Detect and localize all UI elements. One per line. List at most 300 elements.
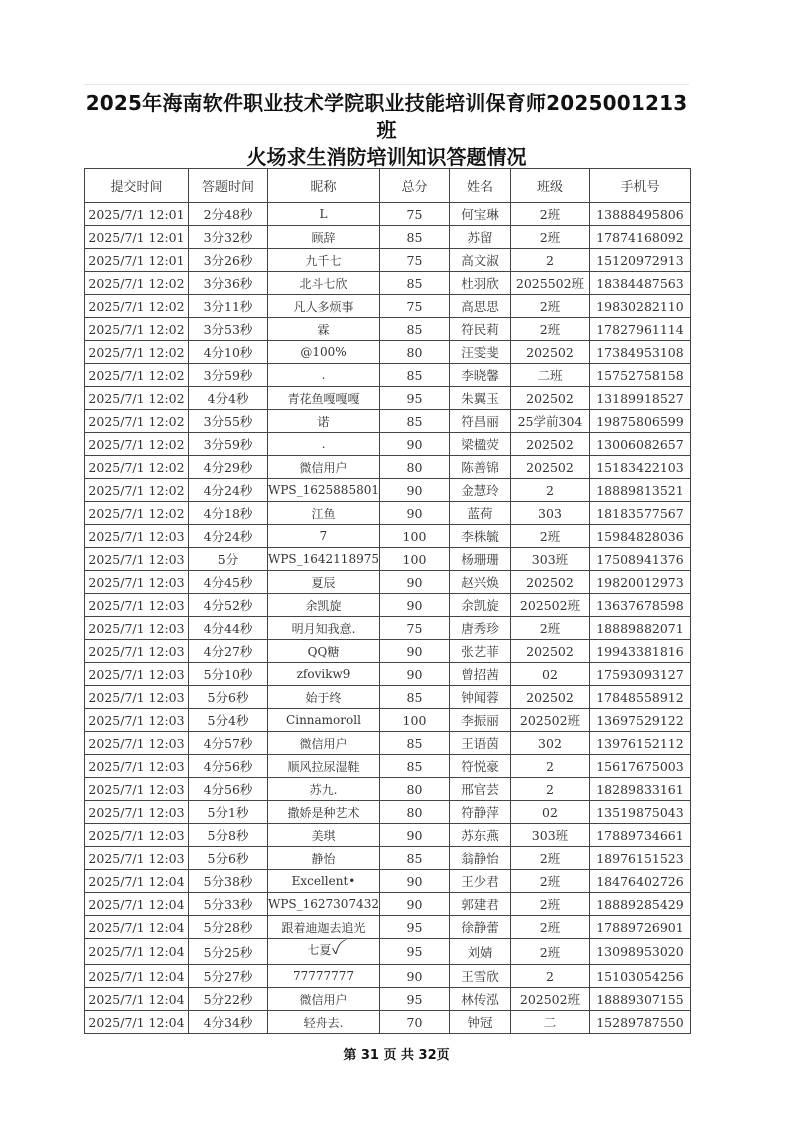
cell-class: 2班 [510, 617, 589, 640]
cell-name: 王少君 [449, 870, 510, 893]
cell-nickname: 77777777 [268, 965, 380, 988]
cell-submit-time: 2025/7/1 12:03 [85, 617, 189, 640]
cell-answer-duration: 4分44秒 [189, 617, 268, 640]
cell-phone: 18889813521 [589, 479, 690, 502]
cell-answer-duration: 4分57秒 [189, 732, 268, 755]
cell-class: 303班 [510, 824, 589, 847]
cell-phone: 18976151523 [589, 847, 690, 870]
cell-total-score: 85 [379, 364, 449, 387]
cell-total-score: 100 [379, 548, 449, 571]
cell-answer-duration: 3分59秒 [189, 433, 268, 456]
table-row [85, 916, 691, 939]
cell-submit-time: 2025/7/1 12:03 [85, 847, 189, 870]
cell-total-score: 75 [379, 617, 449, 640]
cell-answer-duration: 5分33秒 [189, 893, 268, 916]
cell-answer-duration: 5分10秒 [189, 663, 268, 686]
cell-name: 曾招茜 [449, 663, 510, 686]
cell-nickname: 美琪 [268, 824, 380, 847]
cell-name: 徐静蕾 [449, 916, 510, 939]
cell-answer-duration: 5分8秒 [189, 824, 268, 847]
cell-answer-duration: 5分22秒 [189, 988, 268, 1011]
cell-answer-duration: 5分1秒 [189, 801, 268, 824]
cell-phone: 17874168092 [589, 226, 690, 249]
cell-class: 2 [510, 755, 589, 778]
table-row [85, 778, 691, 801]
cell-phone: 15183422103 [589, 456, 690, 479]
table-row [85, 295, 691, 318]
cell-answer-duration: 5分 [189, 548, 268, 571]
cell-total-score: 75 [379, 249, 449, 272]
cell-phone: 15752758158 [589, 364, 690, 387]
cell-name: 苏留 [449, 226, 510, 249]
cell-answer-duration: 4分29秒 [189, 456, 268, 479]
table-row [85, 686, 691, 709]
quiz-results-table [84, 168, 691, 1034]
cell-name: 李振丽 [449, 709, 510, 732]
table-row [85, 479, 691, 502]
cell-answer-duration: 4分34秒 [189, 1011, 268, 1034]
cell-name: 高文淑 [449, 249, 510, 272]
cell-class: 2 [510, 479, 589, 502]
cell-submit-time: 2025/7/1 12:04 [85, 1011, 189, 1034]
cell-submit-time: 2025/7/1 12:03 [85, 594, 189, 617]
cell-nickname: . [268, 364, 380, 387]
table-row [85, 893, 691, 916]
cell-phone: 19943381816 [589, 640, 690, 663]
column-header-nickname: 昵称 [268, 169, 380, 203]
table-row [85, 318, 691, 341]
cell-submit-time: 2025/7/1 12:02 [85, 387, 189, 410]
cell-name: 蓝荷 [449, 502, 510, 525]
cell-name: 金慧玲 [449, 479, 510, 502]
cell-answer-duration: 3分55秒 [189, 410, 268, 433]
cell-submit-time: 2025/7/1 12:04 [85, 893, 189, 916]
cell-class: 202502 [510, 456, 589, 479]
cell-phone: 17384953108 [589, 341, 690, 364]
cell-submit-time: 2025/7/1 12:03 [85, 824, 189, 847]
cell-nickname: 跟着迪迦去追光 [268, 916, 380, 939]
cell-nickname: 7 [268, 525, 380, 548]
cell-nickname: 北斗七欣 [268, 272, 380, 295]
cell-phone: 13976152112 [589, 732, 690, 755]
cell-name: 刘婧 [449, 939, 510, 965]
cell-name: 郭建君 [449, 893, 510, 916]
cell-answer-duration: 5分6秒 [189, 686, 268, 709]
cell-nickname: @100% [268, 341, 380, 364]
cell-total-score: 95 [379, 387, 449, 410]
cell-submit-time: 2025/7/1 12:03 [85, 571, 189, 594]
cell-nickname: 轻舟去. [268, 1011, 380, 1034]
table-header-row [85, 169, 691, 203]
cell-answer-duration: 3分53秒 [189, 318, 268, 341]
cell-total-score: 90 [379, 479, 449, 502]
cell-name: 翁静怡 [449, 847, 510, 870]
cell-answer-duration: 4分10秒 [189, 341, 268, 364]
cell-nickname: . [268, 433, 380, 456]
table-row [85, 364, 691, 387]
cell-phone: 13519875043 [589, 801, 690, 824]
cell-phone: 18384487563 [589, 272, 690, 295]
cell-submit-time: 2025/7/1 12:01 [85, 226, 189, 249]
cell-nickname: 江鱼 [268, 502, 380, 525]
cell-submit-time: 2025/7/1 12:03 [85, 778, 189, 801]
cell-total-score: 70 [379, 1011, 449, 1034]
cell-nickname: 微信用户 [268, 988, 380, 1011]
table-row [85, 433, 691, 456]
cell-phone: 15289787550 [589, 1011, 690, 1034]
table-row [85, 824, 691, 847]
table-row [85, 801, 691, 824]
cell-submit-time: 2025/7/1 12:02 [85, 272, 189, 295]
cell-class: 202502 [510, 387, 589, 410]
cell-phone: 17508941376 [589, 548, 690, 571]
cell-phone: 15103054256 [589, 965, 690, 988]
cell-phone: 19820012973 [589, 571, 690, 594]
cell-class: 2班 [510, 893, 589, 916]
cell-submit-time: 2025/7/1 12:02 [85, 318, 189, 341]
title-line-2: 班 [376, 118, 397, 142]
cell-submit-time: 2025/7/1 12:03 [85, 525, 189, 548]
cell-total-score: 80 [379, 801, 449, 824]
table-row [85, 571, 691, 594]
table-row [85, 387, 691, 410]
cell-total-score: 90 [379, 965, 449, 988]
cell-name: 林传泓 [449, 988, 510, 1011]
table-row [85, 617, 691, 640]
cell-total-score: 90 [379, 870, 449, 893]
cell-phone: 13888495806 [589, 203, 690, 226]
cell-name: 符静萍 [449, 801, 510, 824]
cell-class: 202502 [510, 571, 589, 594]
cell-submit-time: 2025/7/1 12:03 [85, 755, 189, 778]
cell-phone: 15617675003 [589, 755, 690, 778]
table-row [85, 410, 691, 433]
cell-submit-time: 2025/7/1 12:04 [85, 870, 189, 893]
table-row [85, 939, 691, 965]
cell-class: 2班 [510, 870, 589, 893]
cell-total-score: 75 [379, 203, 449, 226]
cell-class: 2班 [510, 916, 589, 939]
title-line-3: 火场求生消防培训知识答题情况 [246, 145, 527, 169]
table-body [85, 203, 691, 1034]
cell-nickname: L [268, 203, 380, 226]
cell-nickname: 顺风拉尿湿鞋 [268, 755, 380, 778]
cell-class: 202502班 [510, 709, 589, 732]
cell-submit-time: 2025/7/1 12:02 [85, 410, 189, 433]
cell-nickname: 余凯旋 [268, 594, 380, 617]
cell-name: 赵兴焕 [449, 571, 510, 594]
cell-submit-time: 2025/7/1 12:02 [85, 341, 189, 364]
cell-name: 符昌丽 [449, 410, 510, 433]
cell-total-score: 95 [379, 939, 449, 965]
cell-total-score: 90 [379, 594, 449, 617]
cell-phone: 13189918527 [589, 387, 690, 410]
cell-name: 何宝琳 [449, 203, 510, 226]
cell-name: 李株毓 [449, 525, 510, 548]
cell-phone: 18476402726 [589, 870, 690, 893]
cell-submit-time: 2025/7/1 12:03 [85, 640, 189, 663]
cell-submit-time: 2025/7/1 12:04 [85, 939, 189, 965]
cell-answer-duration: 4分24秒 [189, 525, 268, 548]
cell-answer-duration: 4分18秒 [189, 502, 268, 525]
cell-class: 2班 [510, 226, 589, 249]
cell-class: 2班 [510, 318, 589, 341]
cell-total-score: 100 [379, 709, 449, 732]
cell-class: 303 [510, 502, 589, 525]
cell-class: 02 [510, 801, 589, 824]
cell-submit-time: 2025/7/1 12:03 [85, 709, 189, 732]
cell-nickname: WPS_1642118975 [268, 548, 380, 571]
cell-total-score: 85 [379, 847, 449, 870]
cell-phone: 15120972913 [589, 249, 690, 272]
cell-nickname: 诺 [268, 410, 380, 433]
cell-submit-time: 2025/7/1 12:01 [85, 249, 189, 272]
cell-phone: 18889285429 [589, 893, 690, 916]
cell-class: 202502 [510, 640, 589, 663]
cell-class: 202502 [510, 686, 589, 709]
cell-answer-duration: 5分25秒 [189, 939, 268, 965]
cell-name: 汪雯斐 [449, 341, 510, 364]
cell-phone: 15984828036 [589, 525, 690, 548]
cell-nickname: 撒娇是种艺术 [268, 801, 380, 824]
cell-answer-duration: 4分45秒 [189, 571, 268, 594]
cell-nickname: 七夏ꪜ [268, 939, 380, 965]
cell-answer-duration: 5分6秒 [189, 847, 268, 870]
cell-class: 2 [510, 778, 589, 801]
cell-name: 李晓馨 [449, 364, 510, 387]
cell-nickname: 微信用户 [268, 732, 380, 755]
cell-name: 邢官芸 [449, 778, 510, 801]
cell-nickname: 夏辰 [268, 571, 380, 594]
cell-phone: 17889734661 [589, 824, 690, 847]
cell-answer-duration: 4分27秒 [189, 640, 268, 663]
cell-total-score: 80 [379, 456, 449, 479]
cell-name: 张艺菲 [449, 640, 510, 663]
column-header-total-score: 总分 [379, 169, 449, 203]
cell-submit-time: 2025/7/1 12:02 [85, 295, 189, 318]
cell-nickname: 凡人多烦事 [268, 295, 380, 318]
table-row [85, 272, 691, 295]
cell-nickname: 静怡 [268, 847, 380, 870]
cell-total-score: 90 [379, 640, 449, 663]
cell-submit-time: 2025/7/1 12:02 [85, 433, 189, 456]
title-line-1: 2025年海南软件职业技术学院职业技能培训保育师2025001213 [85, 91, 688, 115]
cell-nickname: 霖 [268, 318, 380, 341]
cell-nickname: 顾辞 [268, 226, 380, 249]
table-row [85, 249, 691, 272]
cell-submit-time: 2025/7/1 12:03 [85, 548, 189, 571]
cell-phone: 13098953020 [589, 939, 690, 965]
cell-total-score: 85 [379, 318, 449, 341]
cell-answer-duration: 5分4秒 [189, 709, 268, 732]
cell-nickname: WPS_1625885801 [268, 479, 380, 502]
cell-total-score: 90 [379, 893, 449, 916]
cell-total-score: 90 [379, 824, 449, 847]
cell-class: 2班 [510, 525, 589, 548]
cell-name: 高思思 [449, 295, 510, 318]
cell-class: 303班 [510, 548, 589, 571]
cell-class: 2班 [510, 203, 589, 226]
cell-class: 二班 [510, 364, 589, 387]
table-row [85, 732, 691, 755]
cell-phone: 13637678598 [589, 594, 690, 617]
table-row [85, 965, 691, 988]
cell-name: 符民莉 [449, 318, 510, 341]
cell-class: 202502 [510, 433, 589, 456]
cell-answer-duration: 4分56秒 [189, 778, 268, 801]
cell-name: 梁楹荧 [449, 433, 510, 456]
cell-nickname: QQ糖 [268, 640, 380, 663]
cell-name: 钟闻蓉 [449, 686, 510, 709]
cell-phone: 18889882071 [589, 617, 690, 640]
cell-name: 余凯旋 [449, 594, 510, 617]
cell-class: 2 [510, 965, 589, 988]
cell-answer-duration: 4分24秒 [189, 479, 268, 502]
cell-submit-time: 2025/7/1 12:03 [85, 732, 189, 755]
cell-total-score: 85 [379, 686, 449, 709]
cell-nickname: 九千七 [268, 249, 380, 272]
cell-class: 2班 [510, 847, 589, 870]
table-row [85, 709, 691, 732]
document-title [84, 84, 689, 169]
cell-submit-time: 2025/7/1 12:02 [85, 364, 189, 387]
cell-name: 王语茵 [449, 732, 510, 755]
cell-answer-duration: 3分36秒 [189, 272, 268, 295]
cell-nickname: WPS_1627307432 [268, 893, 380, 916]
cell-class: 25学前304 [510, 410, 589, 433]
cell-submit-time: 2025/7/1 12:01 [85, 203, 189, 226]
table-row [85, 1011, 691, 1034]
cell-answer-duration: 5分28秒 [189, 916, 268, 939]
column-header-class: 班级 [510, 169, 589, 203]
cell-submit-time: 2025/7/1 12:03 [85, 663, 189, 686]
cell-phone: 17827961114 [589, 318, 690, 341]
cell-name: 符悦豪 [449, 755, 510, 778]
table-row [85, 755, 691, 778]
cell-name: 唐秀珍 [449, 617, 510, 640]
cell-phone: 17889726901 [589, 916, 690, 939]
cell-name: 陈善锦 [449, 456, 510, 479]
cell-total-score: 80 [379, 341, 449, 364]
cell-total-score: 100 [379, 525, 449, 548]
cell-phone: 18289833161 [589, 778, 690, 801]
cell-answer-duration: 4分56秒 [189, 755, 268, 778]
cell-phone: 17848558912 [589, 686, 690, 709]
cell-total-score: 85 [379, 732, 449, 755]
cell-total-score: 80 [379, 778, 449, 801]
cell-submit-time: 2025/7/1 12:03 [85, 686, 189, 709]
cell-total-score: 90 [379, 571, 449, 594]
cell-class: 2 [510, 249, 589, 272]
cell-class: 202502班 [510, 988, 589, 1011]
table-row [85, 663, 691, 686]
cell-answer-duration: 4分52秒 [189, 594, 268, 617]
cell-total-score: 95 [379, 988, 449, 1011]
column-header-answer-duration: 答题时间 [189, 169, 268, 203]
cell-phone: 13697529122 [589, 709, 690, 732]
cell-submit-time: 2025/7/1 12:04 [85, 916, 189, 939]
table-row [85, 988, 691, 1011]
cell-class: 302 [510, 732, 589, 755]
table-row [85, 226, 691, 249]
cell-class: 02 [510, 663, 589, 686]
cell-name: 朱翼玉 [449, 387, 510, 410]
cell-nickname: Cinnamoroll [268, 709, 380, 732]
cell-answer-duration: 3分32秒 [189, 226, 268, 249]
cell-submit-time: 2025/7/1 12:03 [85, 801, 189, 824]
cell-answer-duration: 3分59秒 [189, 364, 268, 387]
cell-nickname: 始于终 [268, 686, 380, 709]
cell-name: 苏东燕 [449, 824, 510, 847]
cell-class: 2班 [510, 295, 589, 318]
cell-answer-duration: 5分27秒 [189, 965, 268, 988]
cell-submit-time: 2025/7/1 12:02 [85, 456, 189, 479]
cell-name: 钟冠 [449, 1011, 510, 1034]
page-number: 第 31 页 共 32页 [343, 1048, 450, 1063]
cell-phone: 17593093127 [589, 663, 690, 686]
cell-nickname: 苏九. [268, 778, 380, 801]
cell-class: 二 [510, 1011, 589, 1034]
cell-nickname: zfovikw9 [268, 663, 380, 686]
cell-name: 杨珊珊 [449, 548, 510, 571]
cell-submit-time: 2025/7/1 12:04 [85, 988, 189, 1011]
cell-total-score: 85 [379, 410, 449, 433]
cell-total-score: 85 [379, 755, 449, 778]
cell-class: 202502班 [510, 594, 589, 617]
cell-total-score: 85 [379, 226, 449, 249]
cell-nickname: 青花鱼嘎嘎嘎 [268, 387, 380, 410]
cell-phone: 19875806599 [589, 410, 690, 433]
table-row [85, 456, 691, 479]
cell-name: 王雪欣 [449, 965, 510, 988]
column-header-phone: 手机号 [589, 169, 690, 203]
cell-submit-time: 2025/7/1 12:04 [85, 965, 189, 988]
cell-phone: 19830282110 [589, 295, 690, 318]
cell-nickname: Excellent• [268, 870, 380, 893]
table-row [85, 548, 691, 571]
column-header-name: 姓名 [449, 169, 510, 203]
cell-total-score: 75 [379, 295, 449, 318]
table-row [85, 341, 691, 364]
cell-answer-duration: 5分38秒 [189, 870, 268, 893]
cell-name: 杜羽欣 [449, 272, 510, 295]
cell-total-score: 90 [379, 663, 449, 686]
table-row [85, 594, 691, 617]
table-row [85, 525, 691, 548]
cell-class: 2班 [510, 939, 589, 965]
cell-submit-time: 2025/7/1 12:02 [85, 479, 189, 502]
table-row [85, 847, 691, 870]
cell-class: 202502 [510, 341, 589, 364]
cell-total-score: 90 [379, 502, 449, 525]
cell-phone: 18183577567 [589, 502, 690, 525]
cell-nickname: 微信用户 [268, 456, 380, 479]
table-row [85, 640, 691, 663]
cell-phone: 13006082657 [589, 433, 690, 456]
cell-total-score: 90 [379, 433, 449, 456]
table-row [85, 203, 691, 226]
column-header-submit-time: 提交时间 [85, 169, 189, 203]
cell-submit-time: 2025/7/1 12:02 [85, 502, 189, 525]
cell-answer-duration: 3分26秒 [189, 249, 268, 272]
table-row [85, 502, 691, 525]
table-row [85, 870, 691, 893]
cell-answer-duration: 3分11秒 [189, 295, 268, 318]
cell-nickname: 明月知我意. [268, 617, 380, 640]
cell-class: 2025502班 [510, 272, 589, 295]
cell-total-score: 95 [379, 916, 449, 939]
cell-total-score: 85 [379, 272, 449, 295]
